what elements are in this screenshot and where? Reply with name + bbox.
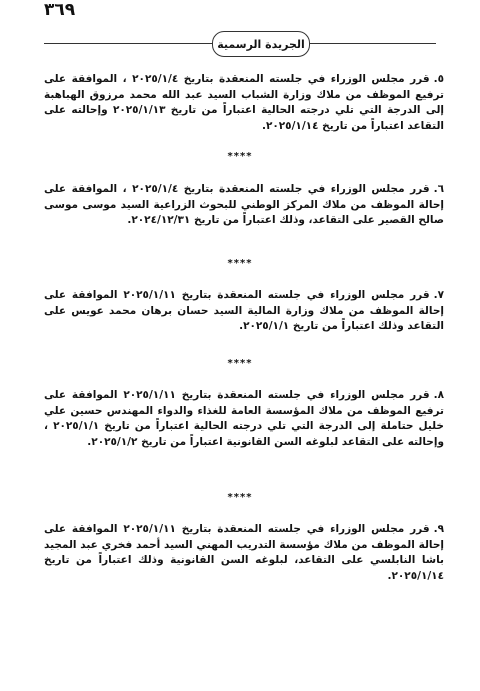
decision-number: ٩. [433, 523, 444, 535]
decision-text: قرر مجلس الوزراء في جلسته المنعقدة بتاريخ ٢٠٢٥/١/٤ ، الموافقة على إحالة الموظف من ملاك المركز الوطني للبحوث الزراعية السيد موسى موسى صالح القصير على التقاعد، وذلك اعتباراً من تاريخ ٢٠٢٤/١٢/٣١. [44, 183, 444, 226]
decision-number: ٧. [433, 289, 444, 301]
decision-7 [44, 288, 444, 335]
decision-5 [44, 72, 444, 134]
decision-number: ٥. [433, 73, 444, 85]
decision-text: قرر مجلس الوزراء في جلسته المنعقدة بتاريخ ٢٠٢٥/١/١١ الموافقة على إحالة الموظف من ملاك مؤسسة التدريب المهني السيد أحمد فخري عبد المجيد باشا النابلسي على التقاعد، لبلوغه السن القانونية وذلك اعتباراً من تاريخ ٢٠٢٥/١/١٤. [44, 523, 444, 582]
separator: **** [227, 151, 253, 162]
decision-number: ٨. [433, 389, 444, 401]
decision-9 [44, 522, 444, 584]
decision-text: قرر مجلس الوزراء في جلسته المنعقدة بتاريخ ٢٠٢٥/١/١١ الموافقة على ترفيع الموظف من ملاك المؤسسة العامة للغذاء والدواء المهندس حسين علي خليل حتاملة إلى الدرجة التي تلي درجته الحالية اعتباراً من تاريخ ٢٠٢٥/١/١ ، وإحالته على التقاعد لبلوغه السن القانونية اعتباراً من تاريخ ٢٠٢٥/١/٢. [44, 389, 444, 448]
gazette-title: الجريدة الرسمية [212, 31, 310, 57]
decision-text: قرر مجلس الوزراء في جلسته المنعقدة بتاريخ ٢٠٢٥/١/١١ الموافقة على إحالة الموظف من ملاك وزارة المالية السيد حسان برهان محمد عويس على التقاعد وذلك اعتباراً من تاريخ ٢٠٢٥/١/١. [44, 289, 444, 332]
page-number: ٣٦٩ [44, 0, 76, 20]
decision-8 [44, 388, 444, 450]
separator: **** [227, 358, 253, 369]
separator: **** [227, 258, 253, 269]
decision-6 [44, 182, 444, 229]
separator: **** [227, 492, 253, 503]
decision-number: ٦. [433, 183, 444, 195]
decision-text: قرر مجلس الوزراء في جلسته المنعقدة بتاريخ ٢٠٢٥/١/٤ ، الموافقة على ترفيع الموظف من ملاك وزارة الشباب السيد عبد الله محمد مرزوق الهباهبة إلى الدرجة التي تلي درجته الحالية اعتباراً من تاريخ ٢٠٢٥/١/١٣ وإحالته على التقاعد اعتباراً من تاريخ ٢٠٢٥/١/١٤. [44, 73, 445, 132]
